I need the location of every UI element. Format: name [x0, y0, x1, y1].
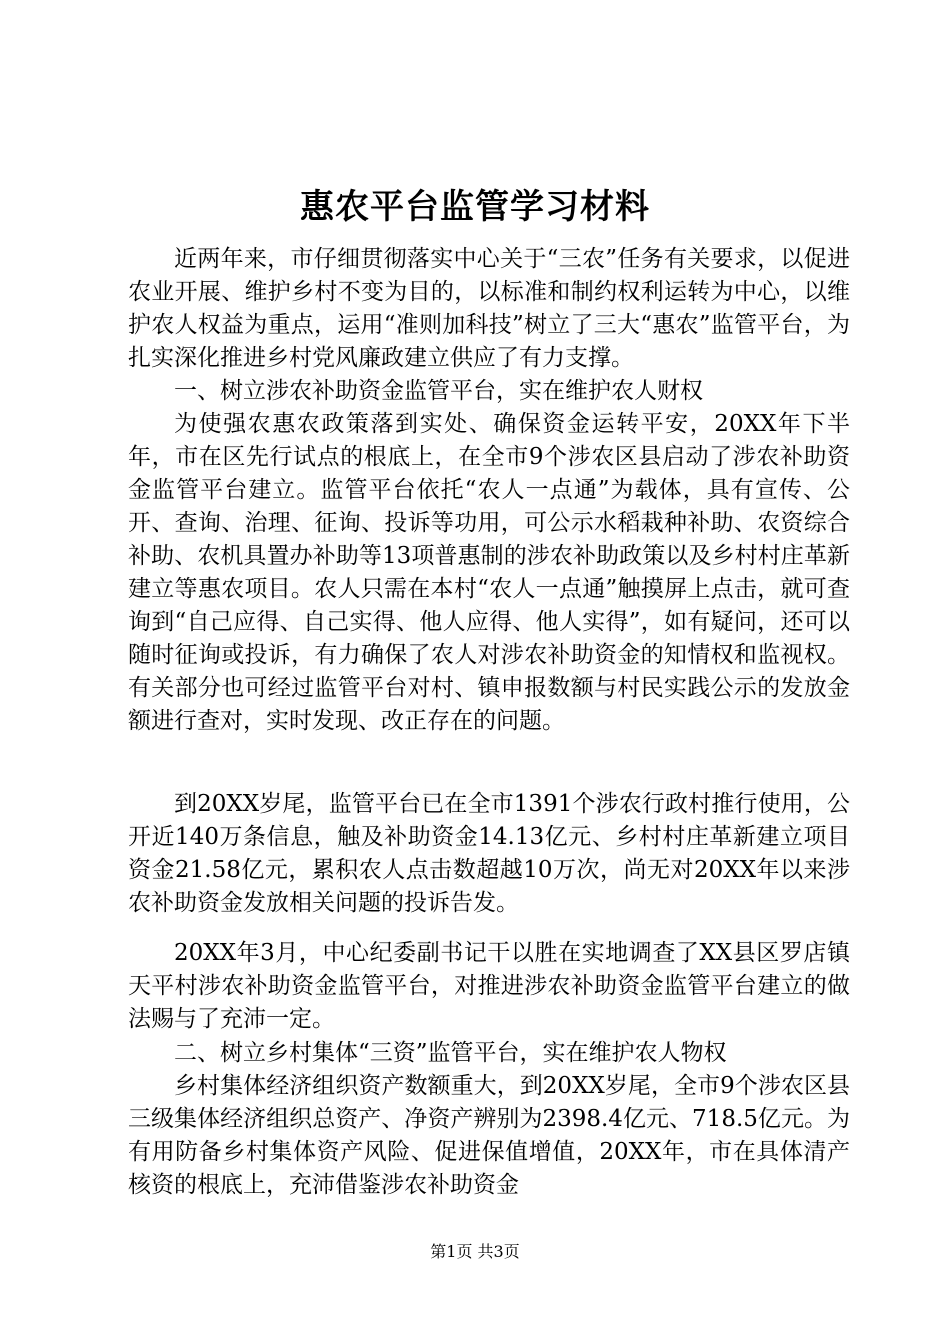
- heading-text: 一、树立涉农补助资金监管平台，实在维护农人财权: [174, 378, 703, 404]
- paragraph-results: [128, 788, 850, 920]
- document-title: 惠农平台监管学习材料: [300, 187, 650, 227]
- paragraph-intro: [128, 243, 850, 375]
- paragraph-text: 乡村集体经济组织资产数额重大，到20XX岁尾，全市9个涉农区县三级集体经济组织总资产、净资产辨别为2398.4亿元、718.5亿元。为有用防备乡村集体资产风险、促进保值增值，20XX年，市在具体清产核资的根底上，充沛借鉴涉农补助资金: [128, 1073, 850, 1198]
- paragraph-subsidy-platform: [128, 408, 850, 738]
- paragraph-text: 20XX年3月，中心纪委副书记干以胜在实地调查了XX县区罗店镇天平村涉农补助资金监管平台，对推进涉农补助资金监管平台建立的做法赐与了充沛一定。: [128, 940, 850, 1032]
- section-heading-1: [128, 375, 850, 408]
- paragraph-inspection: [128, 937, 850, 1036]
- section-heading-2: [128, 1037, 850, 1070]
- heading-text: 二、树立乡村集体“三资”监管平台，实在维护农人物权: [174, 1040, 727, 1066]
- paragraph-text: 近两年来，市仔细贯彻落实中心关于“三农”任务有关要求，以促进农业开展、维护乡村不变为目的，以标准和制约权利运转为中心，以维护农人权益为重点，运用“准则加科技”树立了三大“惠农”监管平台，为扎实深化推进乡村党风廉政建立供应了有力支撑。: [128, 246, 850, 371]
- paragraph-text: 为使强农惠农政策落到实处、确保资金运转平安，20XX年下半年，市在区先行试点的根底上，在全市9个涉农区县启动了涉农补助资金监管平台建立。监管平台依托“农人一点通”为载体，具有宣传、公开、查询、治理、征询、投诉等功用，可公示水稻栽种补助、农资综合补助、农机具置办补助等13项普惠制的涉农补助政策以及乡村村庄革新建立等惠农项目。农人只需在本村“农人一点通”触摸屏上点击，就可查询到“自己应得、自己实得、他人应得、他人实得”，如有疑问，还可以随时征询或投诉，有力确保了农人对涉农补助资金的知情权和监视权。有关部分也可经过监管平台对村、镇申报数额与村民实践公示的发放金额进行查对，实时发现、改正存在的问题。: [128, 411, 850, 734]
- page-number-footer: 第1页 共3页: [430, 1242, 520, 1261]
- paragraph-text: 到20XX岁尾，监管平台已在全市1391个涉农行政村推行使用，公开近140万条信息，触及补助资金14.13亿元、乡村村庄革新建立项目资金21.58亿元，累积农人点击数超越10万次，尚无对20XX年以来涉农补助资金发放相关问题的投诉告发。: [128, 791, 850, 916]
- paragraph-collective-assets: [128, 1070, 850, 1202]
